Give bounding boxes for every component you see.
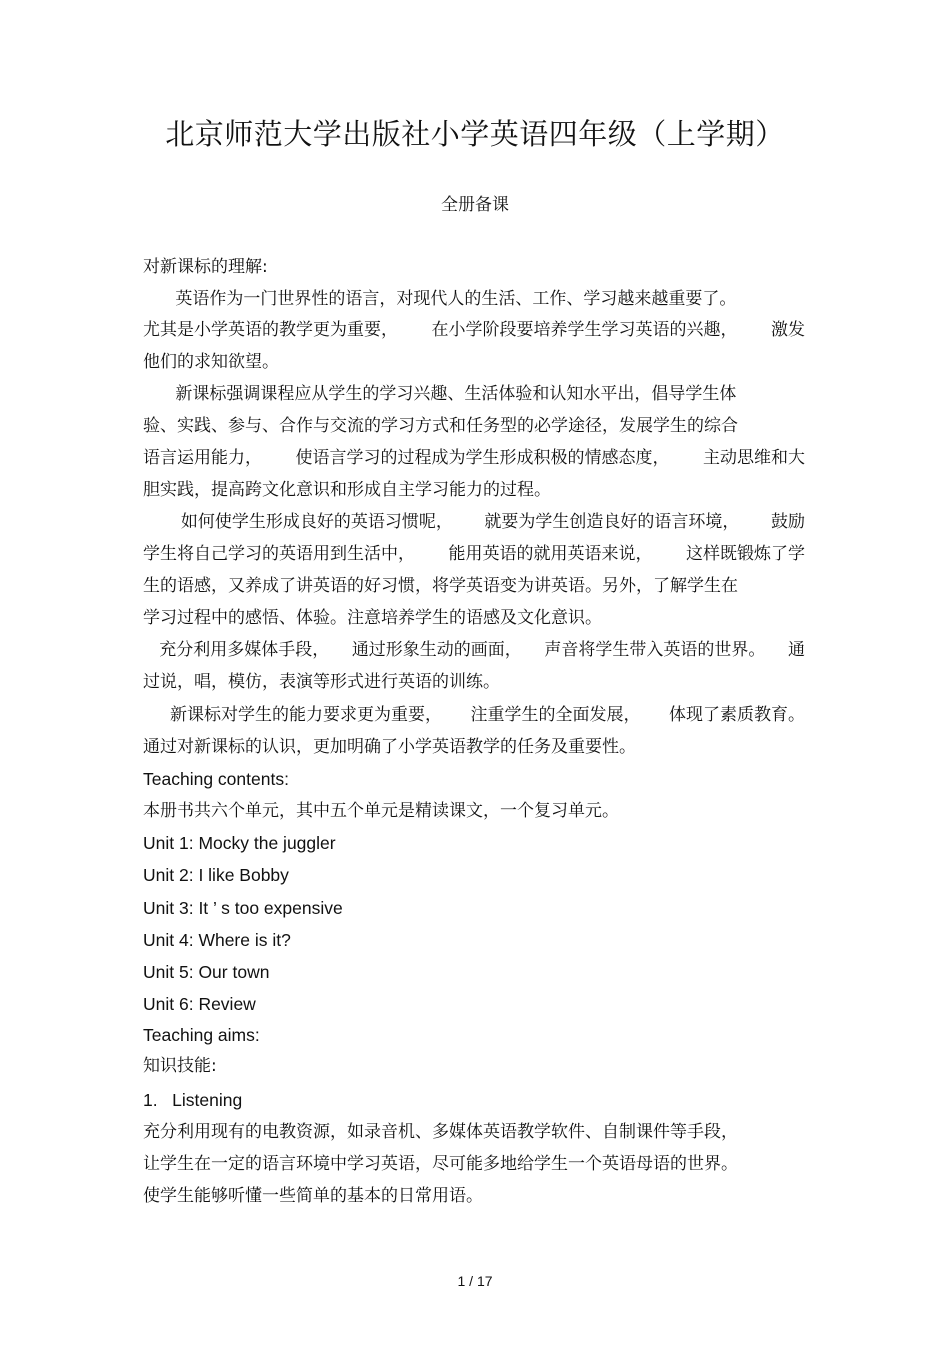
paragraph-line: 英语作为一门世界性的语言，对现代人的生活、工作、学习越来越重要了。	[143, 289, 737, 309]
text-segment: 通过形象生动的画面，	[351, 640, 522, 660]
text-segment: 充分利用多媒体手段，	[143, 640, 330, 660]
document-title: 北京师范大学出版社小学英语四年级（上学期）	[165, 117, 785, 151]
text-segment: 体现了素质教育。	[669, 705, 805, 725]
text-segment: 语言运用能力，	[143, 448, 262, 468]
paragraph-line	[143, 320, 805, 340]
text-segment: 主动思维和大	[703, 448, 805, 468]
paragraph-line: 胆实践，提高跨文化意识和形成自主学习能力的过程。	[143, 480, 551, 500]
text-segment: 学生将自己学习的英语用到生活中，	[143, 544, 415, 564]
text-segment: 鼓励	[770, 512, 805, 532]
unit-item: Unit 5: Our town	[143, 962, 270, 982]
paragraph-line: 过说，唱，模仿，表演等形式进行英语的训练。	[143, 672, 500, 692]
text-segment: 在小学阶段要培养学生学习英语的兴趣，	[431, 320, 738, 340]
paragraph-line	[143, 544, 805, 564]
paragraph-line: 充分利用现有的电教资源，如录音机、多媒体英语教学软件、自制课件等手段，	[143, 1122, 738, 1142]
text-segment: 能用英语的就用英语来说，	[448, 544, 653, 564]
paragraph-line: 使学生能够听懂一些简单的基本的日常用语。	[143, 1186, 483, 1206]
text-segment: 新课标对学生的能力要求更为重要，	[143, 705, 443, 725]
text-segment: 就要为学生创造良好的语言环境，	[484, 512, 740, 532]
paragraph-line	[143, 512, 805, 532]
text-segment: 这样既锻炼了学	[686, 544, 805, 564]
unit-item: Unit 3: It ’ s too expensive	[143, 898, 343, 918]
paragraph-line: 新课标强调课程应从学生的学习兴趣、生活体验和认知水平出，倡导学生体	[143, 384, 737, 404]
text-segment: 激发	[771, 320, 805, 340]
paragraph-line: 学习过程中的感悟、体验。注意培养学生的语感及文化意识。	[143, 608, 602, 628]
paragraph-line	[143, 640, 805, 660]
paragraph-line	[143, 705, 805, 725]
document-subtitle: 全册备课	[441, 195, 509, 215]
paragraph-line: 他们的求知欲望。	[143, 352, 279, 372]
text-segment: 注重学生的全面发展，	[470, 705, 641, 725]
paragraph-line: 验、实践、参与、合作与交流的学习方式和任务型的必学途径，发展学生的综合	[143, 416, 738, 436]
section-heading: Teaching aims:	[143, 1025, 260, 1045]
section-heading: Teaching contents:	[143, 769, 289, 789]
paragraph-line: 通过对新课标的认识，更加明确了小学英语教学的任务及重要性。	[143, 737, 636, 757]
paragraph-line: 让学生在一定的语言环境中学习英语，尽可能多地给学生一个英语母语的世界。	[143, 1154, 738, 1174]
page-number: 1 / 17	[457, 1273, 493, 1289]
unit-item: Unit 2: I like Bobby	[143, 865, 289, 885]
unit-item: Unit 4: Where is it?	[143, 930, 291, 950]
unit-item: Unit 1: Mocky the juggler	[143, 833, 336, 853]
text-segment: 尤其是小学英语的教学更为重要，	[143, 320, 398, 340]
unit-item: Unit 6: Review	[143, 994, 256, 1014]
text-segment: 使语言学习的过程成为学生形成积极的情感态度，	[295, 448, 670, 468]
text-segment: 如何使学生形成良好的英语习惯呢，	[143, 512, 453, 532]
paragraph-line: 本册书共六个单元，其中五个单元是精读课文，一个复习单元。	[143, 801, 619, 821]
paragraph-line	[143, 448, 805, 468]
paragraph-line: 生的语感，又养成了讲英语的好习惯，将学英语变为讲英语。另外，了解学生在	[143, 576, 738, 596]
numbered-heading: 1. Listening	[143, 1090, 243, 1110]
text-segment: 通	[788, 640, 805, 660]
paragraph-line: 知识技能:	[143, 1056, 217, 1076]
paragraph-line: 对新课标的理解:	[143, 257, 268, 277]
text-segment: 声音将学生带入英语的世界。	[544, 640, 766, 660]
